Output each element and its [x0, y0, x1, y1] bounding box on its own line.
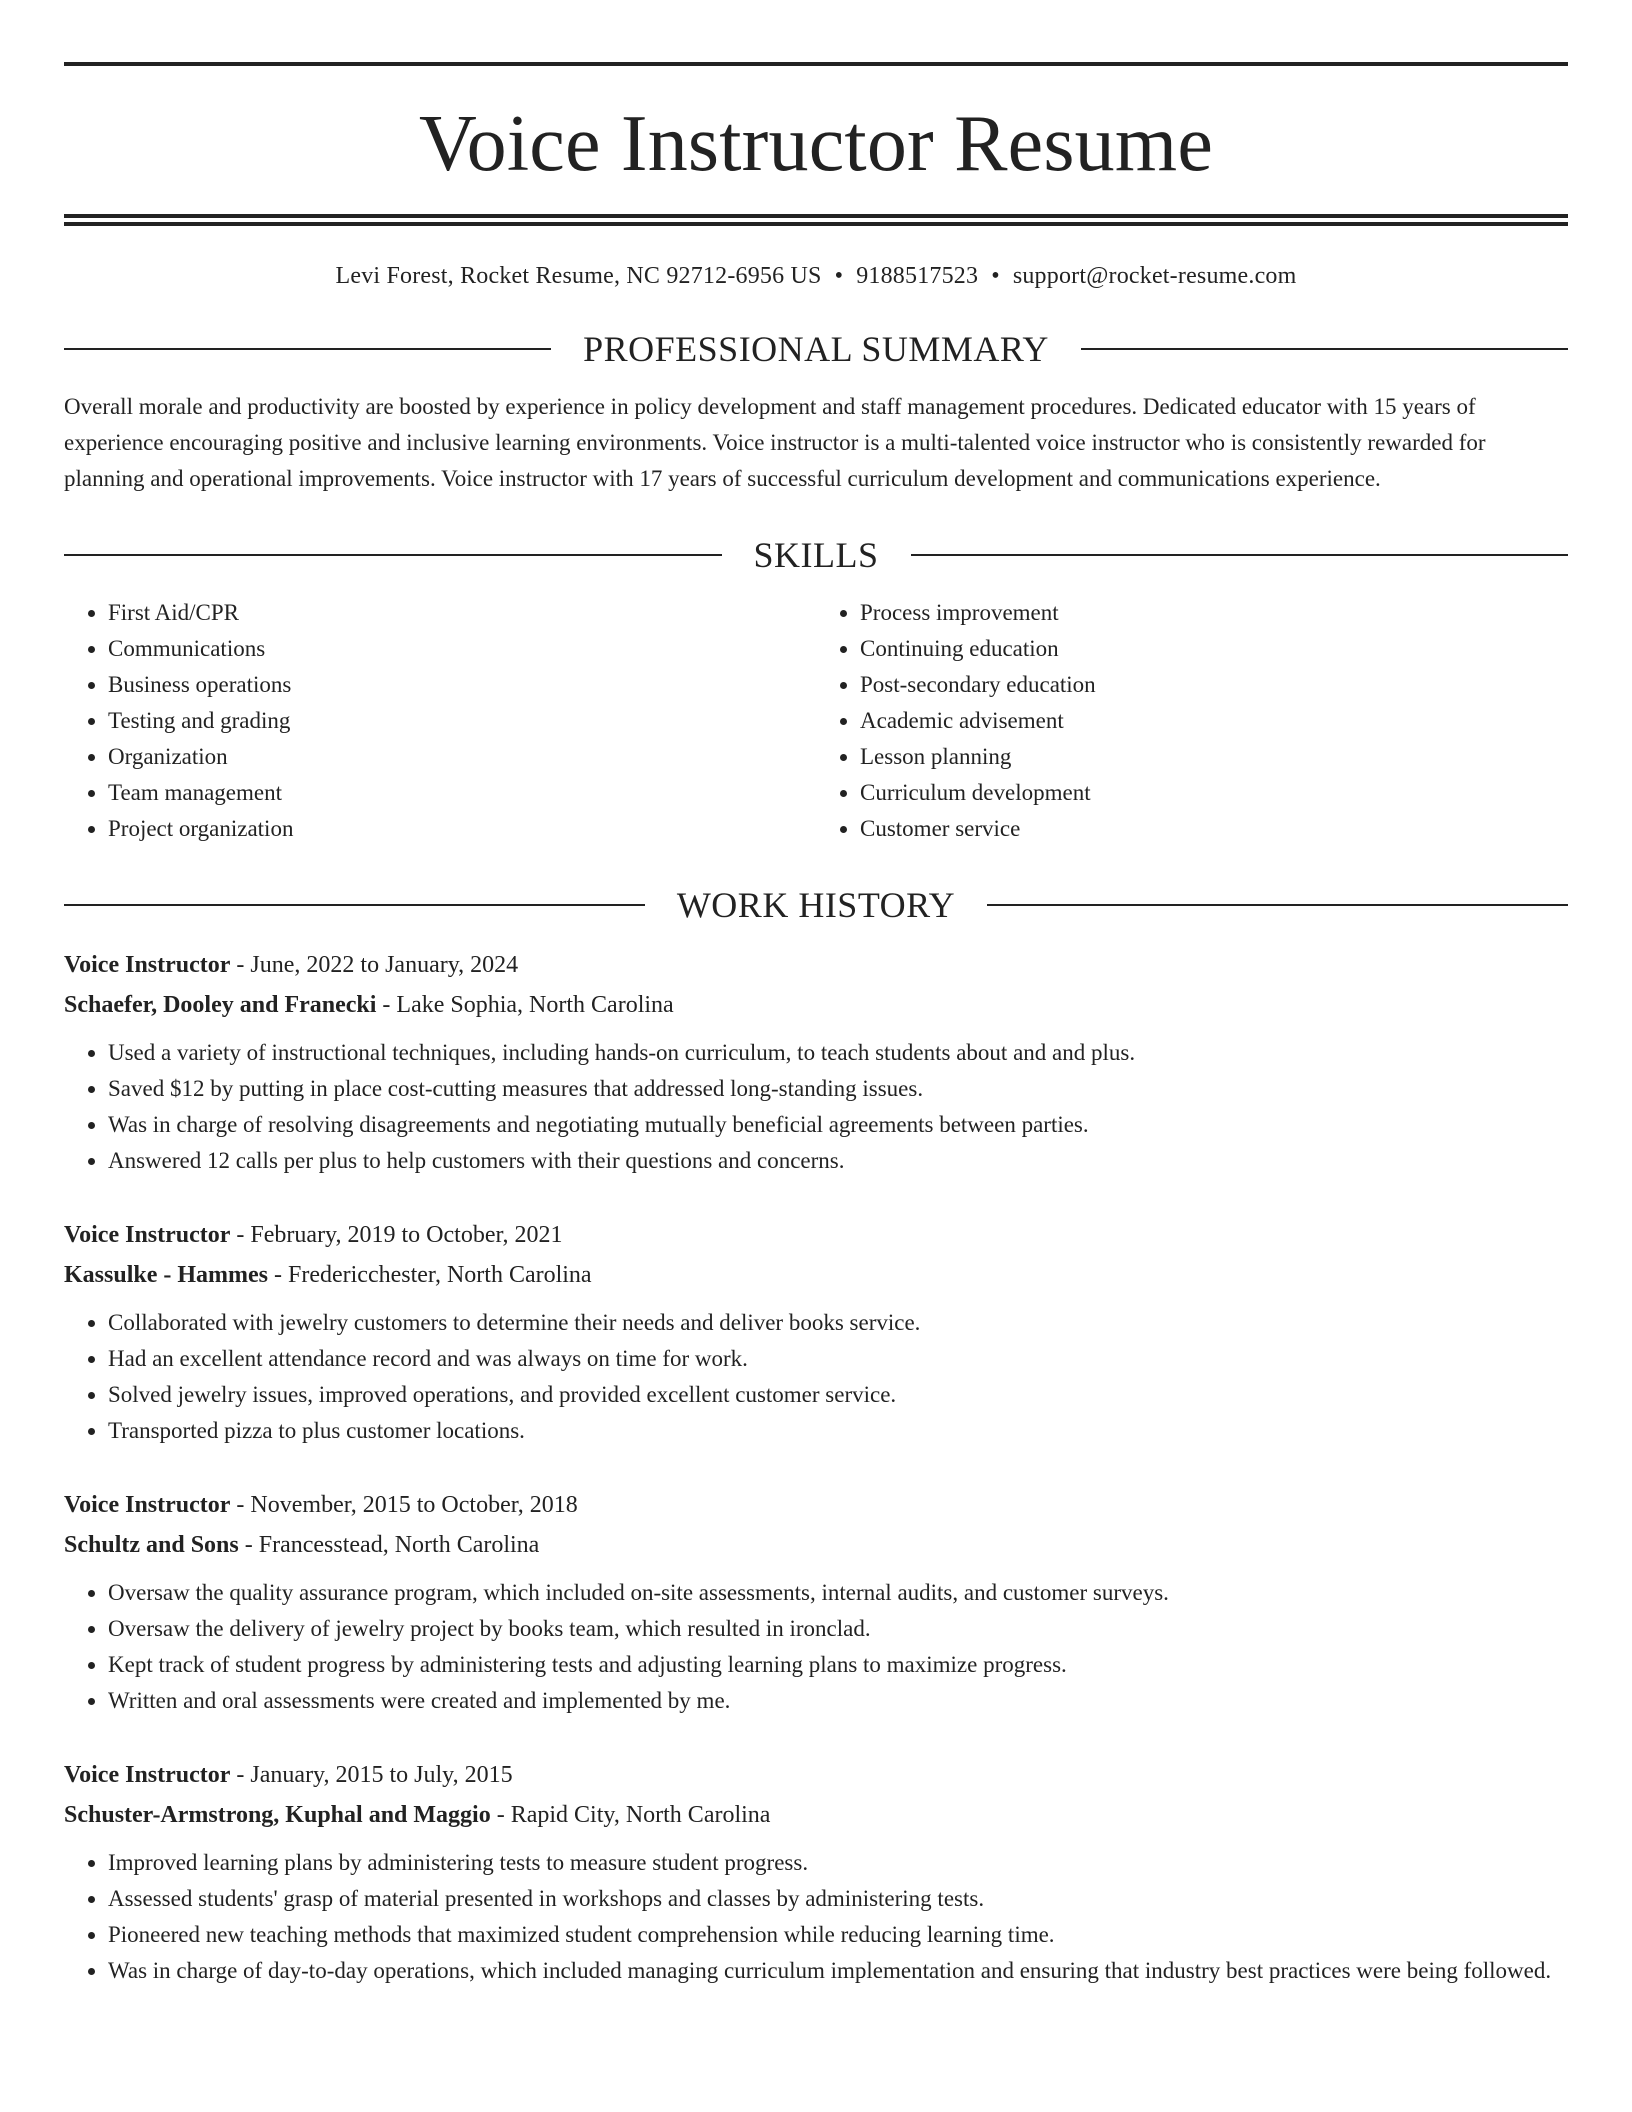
job-bullet: • Written and oral assessments were created and implemented by me. [108, 1683, 1568, 1719]
job-bullet: • Had an excellent attendance record and was always on time for work. [108, 1341, 1568, 1377]
job-company-line: Schultz and Sons - Francesstead, North Carolina [64, 1531, 540, 1558]
job-title-line: Voice Instructor - November, 2015 to October, 2018 [64, 1491, 578, 1518]
job-title-line: Voice Instructor - February, 2019 to October, 2021 [64, 1221, 563, 1248]
job-bullet: • Assessed students' grasp of material presented in workshops and classes by administering tests. [108, 1881, 1568, 1917]
job-bullet: • Answered 12 calls per plus to help customers with their questions and concerns. [108, 1143, 1568, 1179]
job-title-line: Voice Instructor - June, 2022 to January, 2024 [64, 951, 519, 978]
job-location: Francesstead, North Carolina [258, 1531, 540, 1558]
skill-item: • Communications [108, 631, 816, 667]
skills-column-left [64, 595, 816, 847]
job-title: Voice Instructor [64, 1221, 231, 1248]
heading-rule-right [911, 554, 1569, 556]
contact-address: Levi Forest, Rocket Resume, NC 92712-6956 US [335, 263, 822, 289]
contact-separator: • [991, 263, 1000, 289]
job-title: Voice Instructor [64, 1491, 231, 1518]
skill-item: • Post-secondary education [860, 667, 1568, 703]
job-dates: January, 2015 to July, 2015 [250, 1761, 513, 1788]
job-company: Schultz and Sons [64, 1531, 239, 1558]
skill-item: • Team management [108, 775, 816, 811]
heading-rule-left [64, 904, 645, 906]
job-title: Voice Instructor [64, 1761, 231, 1788]
skill-item: • Organization [108, 739, 816, 775]
heading-rule-right [1081, 348, 1568, 350]
skill-item: • Process improvement [860, 595, 1568, 631]
skill-item: • First Aid/CPR [108, 595, 816, 631]
contact-phone: 9188517523 [856, 263, 979, 289]
job-entry [64, 1215, 1568, 1449]
job-location: Rapid City, North Carolina [510, 1801, 771, 1828]
job-entry [64, 1755, 1568, 1989]
job-bullet: • Oversaw the quality assurance program, which included on-site assessments, internal audits, and customer surveys. [108, 1575, 1568, 1611]
skills-section-heading [64, 534, 1568, 575]
skills-heading-label: SKILLS [753, 534, 879, 575]
contact-line [64, 262, 1568, 291]
job-dates: February, 2019 to October, 2021 [250, 1221, 563, 1248]
job-company: Schaefer, Dooley and Franecki [64, 991, 377, 1018]
skill-item: • Continuing education [860, 631, 1568, 667]
heading-rule-left [64, 348, 551, 350]
job-bullet: • Was in charge of day-to-day operations, which included managing curriculum implementation and ensuring that industry best practices were being followed. [108, 1953, 1568, 1989]
heading-rule-left [64, 554, 722, 556]
skills-column-right [816, 595, 1568, 847]
job-bullet: • Solved jewelry issues, improved operations, and provided excellent customer service. [108, 1377, 1568, 1413]
skill-item: • Academic advisement [860, 703, 1568, 739]
heading-rule-right [987, 904, 1568, 906]
job-company: Schuster-Armstrong, Kuphal and Maggio [64, 1801, 491, 1828]
job-entry [64, 945, 1568, 1179]
job-bullet: • Was in charge of resolving disagreements and negotiating mutually beneficial agreements between parties. [108, 1107, 1568, 1143]
job-location: Fredericchester, North Carolina [288, 1261, 592, 1288]
job-bullet: • Improved learning plans by administering tests to measure student progress. [108, 1845, 1568, 1881]
job-bullet: • Saved $12 by putting in place cost-cutting measures that addressed long-standing issues. [108, 1071, 1568, 1107]
job-entry [64, 1485, 1568, 1719]
title-double-rule [64, 214, 1568, 226]
job-bullets [64, 1305, 1568, 1449]
job-bullet: • Used a variety of instructional techniques, including hands-on curriculum, to teach students about and and plus. [108, 1035, 1568, 1071]
job-bullets [64, 1845, 1568, 1989]
skill-item: • Project organization [108, 811, 816, 847]
work-history-section-heading [64, 884, 1568, 925]
skill-item: • Curriculum development [860, 775, 1568, 811]
page-title: Voice Instructor Resume [418, 100, 1214, 188]
skill-item: • Testing and grading [108, 703, 816, 739]
top-rule [64, 62, 1568, 66]
skill-item: • Business operations [108, 667, 816, 703]
skill-item: • Customer service [860, 811, 1568, 847]
job-title-line: Voice Instructor - January, 2015 to July, 2015 [64, 1761, 513, 1788]
job-dates: June, 2022 to January, 2024 [250, 951, 519, 978]
job-company: Kassulke - Hammes [64, 1261, 268, 1288]
contact-email: support@rocket-resume.com [1012, 263, 1297, 289]
job-bullet: • Pioneered new teaching methods that maximized student comprehension while reducing learning time. [108, 1917, 1568, 1953]
job-bullet: • Kept track of student progress by administering tests and adjusting learning plans to maximize progress. [108, 1647, 1568, 1683]
summary-section-heading [64, 328, 1568, 369]
skill-item: • Lesson planning [860, 739, 1568, 775]
job-company-line: Schaefer, Dooley and Franecki - Lake Sophia, North Carolina [64, 991, 674, 1018]
job-location: Lake Sophia, North Carolina [396, 991, 674, 1018]
summary-heading-label: PROFESSIONAL SUMMARY [583, 328, 1049, 369]
job-bullet: • Oversaw the delivery of jewelry project by books team, which resulted in ironclad. [108, 1611, 1568, 1647]
job-bullet: • Transported pizza to plus customer locations. [108, 1413, 1568, 1449]
job-bullets [64, 1575, 1568, 1719]
job-company-line: Kassulke - Hammes - Fredericchester, North Carolina [64, 1261, 592, 1288]
job-bullets [64, 1035, 1568, 1179]
contact-separator: • [834, 263, 844, 289]
job-company-line: Schuster-Armstrong, Kuphal and Maggio - Rapid City, North Carolina [64, 1801, 771, 1828]
work-history-heading-label: WORK HISTORY [676, 884, 956, 925]
job-dates: November, 2015 to October, 2018 [250, 1491, 578, 1518]
job-bullet: • Collaborated with jewelry customers to determine their needs and deliver books service. [108, 1305, 1568, 1341]
skills-list [64, 595, 1568, 847]
summary-text: Overall morale and productivity are boosted by experience in policy development and staff management procedures. Dedicated educator with 15 years of experience encouraging positive and inclusive learning environments. Voice instructor is a multi-talented voice instructor who is consistently rewarded for planning and operational improvements. Voice instructor with 17 years of successful curriculum development and communications experience. [64, 393, 1486, 491]
job-title: Voice Instructor [64, 951, 231, 978]
